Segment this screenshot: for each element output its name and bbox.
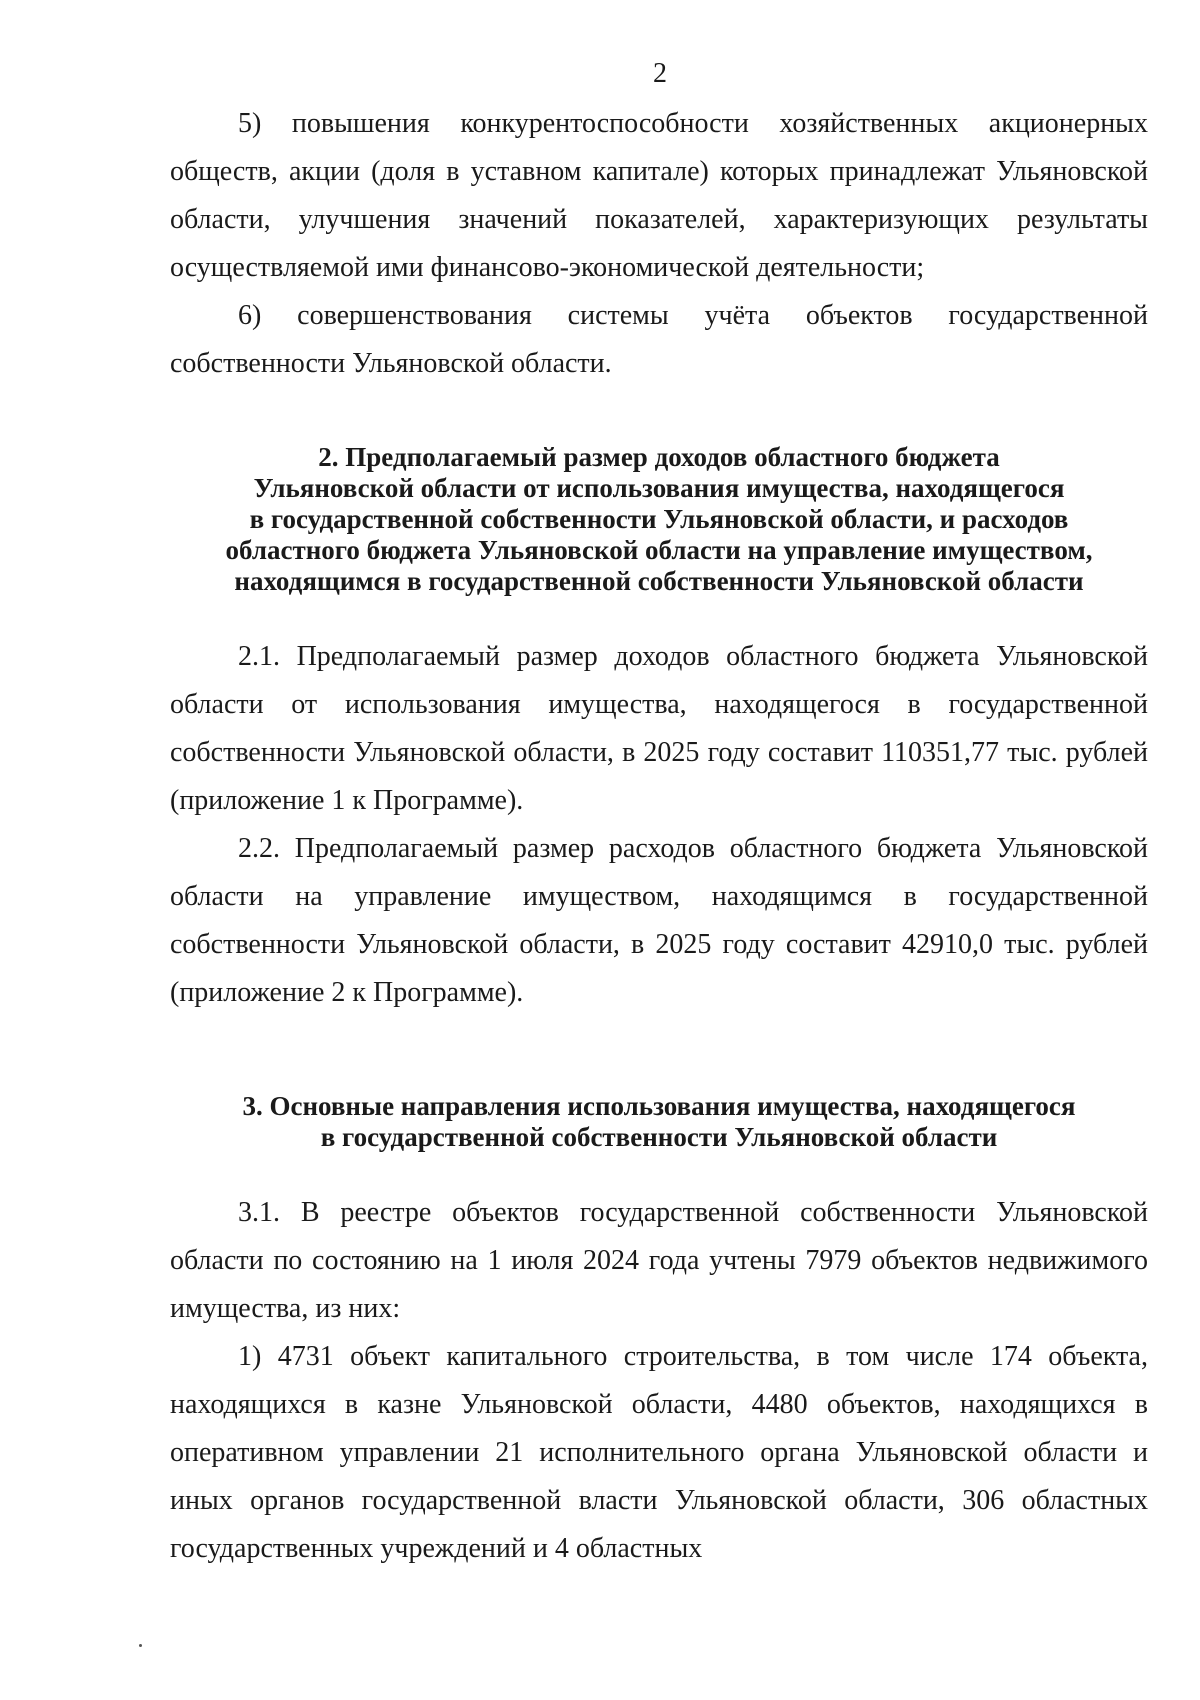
section-2-heading	[170, 442, 1148, 597]
section-2-heading-line: областного бюджета Ульяновской области на управление имуществом,	[225, 535, 1093, 565]
section-3-heading-line: в государственной собственности Ульяновской области	[320, 1122, 998, 1152]
section-3-heading	[170, 1091, 1148, 1153]
scan-speck	[139, 1644, 142, 1647]
paragraph-3-1-item-1: 1) 4731 объект капитального строительства, в том числе 174 объекта, находящихся в казне Ульяновской области, 4480 объектов, находящихся в оперативном управлении 21 исполнительного органа Ульяновской области и иных органов государственной власти Ульяновской области, 306 областных государственных учреждений и 4 областных	[170, 1341, 1148, 1564]
paragraph-item-6: 6) совершенствования системы учёта объектов государственной собственности Ульяновской области.	[170, 300, 1148, 379]
section-2-heading-line: находящимся в государственной собственности Ульяновской области	[234, 566, 1084, 596]
paragraph-2-2: 2.2. Предполагаемый размер расходов областного бюджета Ульяновской области на управление имуществом, находящимся в государственной собственности Ульяновской области, в 2025 году составит 42910,0 тыс. рублей (приложение 2 к Программе).	[170, 833, 1148, 1008]
paragraph-3-1: 3.1. В реестре объектов государственной собственности Ульяновской области по состоянию на 1 июля 2024 года учтены 7979 объектов недвижимого имущества, из них:	[170, 1197, 1148, 1324]
paragraph-2-1: 2.1. Предполагаемый размер доходов областного бюджета Ульяновской области от использования имущества, находящегося в государственной собственности Ульяновской области, в 2025 году составит 110351,77 тыс. рублей (приложение 1 к Программе).	[170, 641, 1148, 816]
section-2-heading-line: Ульяновской области от использования имущества, находящегося	[253, 473, 1065, 503]
page-number: 2	[653, 58, 667, 89]
section-3-heading-line: 3. Основные направления использования имущества, находящегося	[242, 1091, 1076, 1121]
section-2-heading-line: в государственной собственности Ульяновской области, и расходов	[249, 504, 1069, 534]
document-body	[170, 100, 1148, 1573]
paragraph-item-5: 5) повышения конкурентоспособности хозяйственных акционерных обществ, акции (доля в уставном капитале) которых принадлежат Ульяновской области, улучшения значений показателей, характеризующих результаты осуществляемой ими финансово-экономической деятельности;	[170, 108, 1148, 283]
section-2-heading-line: 2. Предполагаемый размер доходов областного бюджета	[318, 442, 1000, 472]
